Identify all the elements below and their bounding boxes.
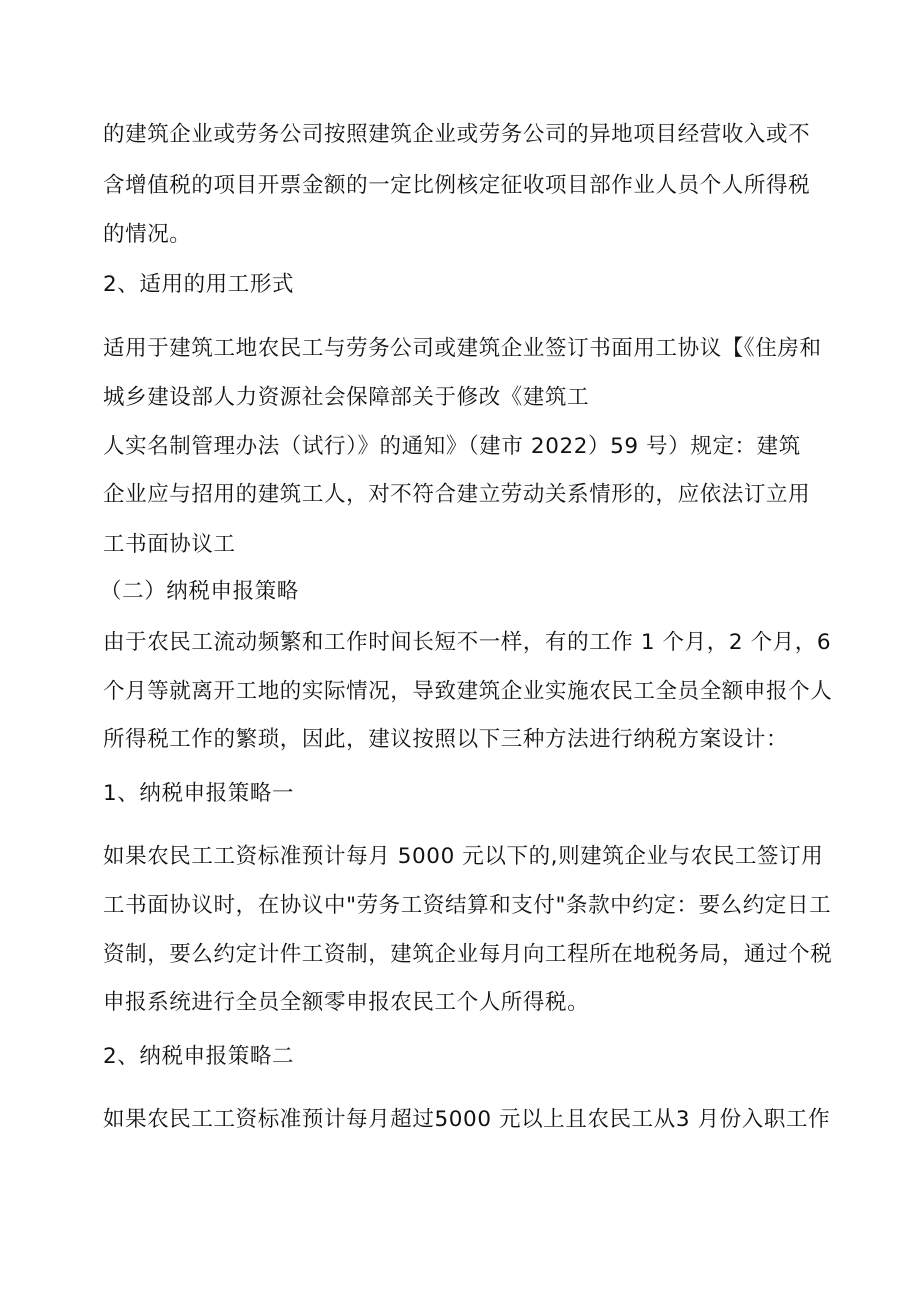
paragraph-line: 资制，要么约定计件工资制，建筑企业每月向工程所在地税务局，通过个税 xyxy=(103,942,833,967)
section-heading: 1、纳税申报策略一 xyxy=(103,781,295,806)
paragraph-line: 如果农民工工资标准预计每月超过5000 元以上且农民工从3 月份入职工作 xyxy=(103,1107,831,1132)
paragraph-line: 工书面协议工 xyxy=(103,532,236,557)
paragraph-line: 的建筑企业或劳务公司按照建筑企业或劳务公司的异地项目经营收入或不 xyxy=(103,122,811,147)
paragraph-line: 适用于建筑工地农民工与劳务公司或建筑企业签订书面用工协议【《住房和 xyxy=(103,336,822,361)
section-heading: 2、适用的用工形式 xyxy=(103,272,295,297)
paragraph-line: 城乡建设部人力资源社会保障部关于修改《建筑工 xyxy=(103,385,590,410)
paragraph-line: 含增值税的项目开票金额的一定比例核定征收项目部作业人员个人所得税 xyxy=(103,173,811,198)
paragraph-line: 企业应与招用的建筑工人，对不符合建立劳动关系情形的，应依法订立用 xyxy=(103,482,811,507)
paragraph-line: 个月等就离开工地的实际情况，导致建筑企业实施农民工全员全额申报个人 xyxy=(103,679,833,704)
section-heading: （二）纳税申报策略 xyxy=(100,579,299,604)
paragraph-line: 申报系统进行全员全额零申报农民工个人所得税。 xyxy=(103,990,590,1015)
section-heading: 2、纳税申报策略二 xyxy=(103,1044,295,1069)
paragraph-line: 人实名制管理办法（试行）》的通知》（建市 2022）59 号）规定：建筑 xyxy=(103,434,801,459)
paragraph-line: 的情况。 xyxy=(103,222,192,247)
paragraph-line: 所得税工作的繁琐，因此，建议按照以下三种方法进行纳税方案设计： xyxy=(103,727,789,752)
paragraph-line: 由于农民工流动频繁和工作时间长短不一样，有的工作 1 个月，2 个月，6 xyxy=(103,630,832,655)
paragraph-line: 如果农民工工资标准预计每月 5000 元以下的,则建筑企业与农民工签订用 xyxy=(103,844,824,869)
paragraph-line: 工书面协议时，在协议中"劳务工资结算和支付"条款中约定：要么约定日工 xyxy=(103,893,832,918)
